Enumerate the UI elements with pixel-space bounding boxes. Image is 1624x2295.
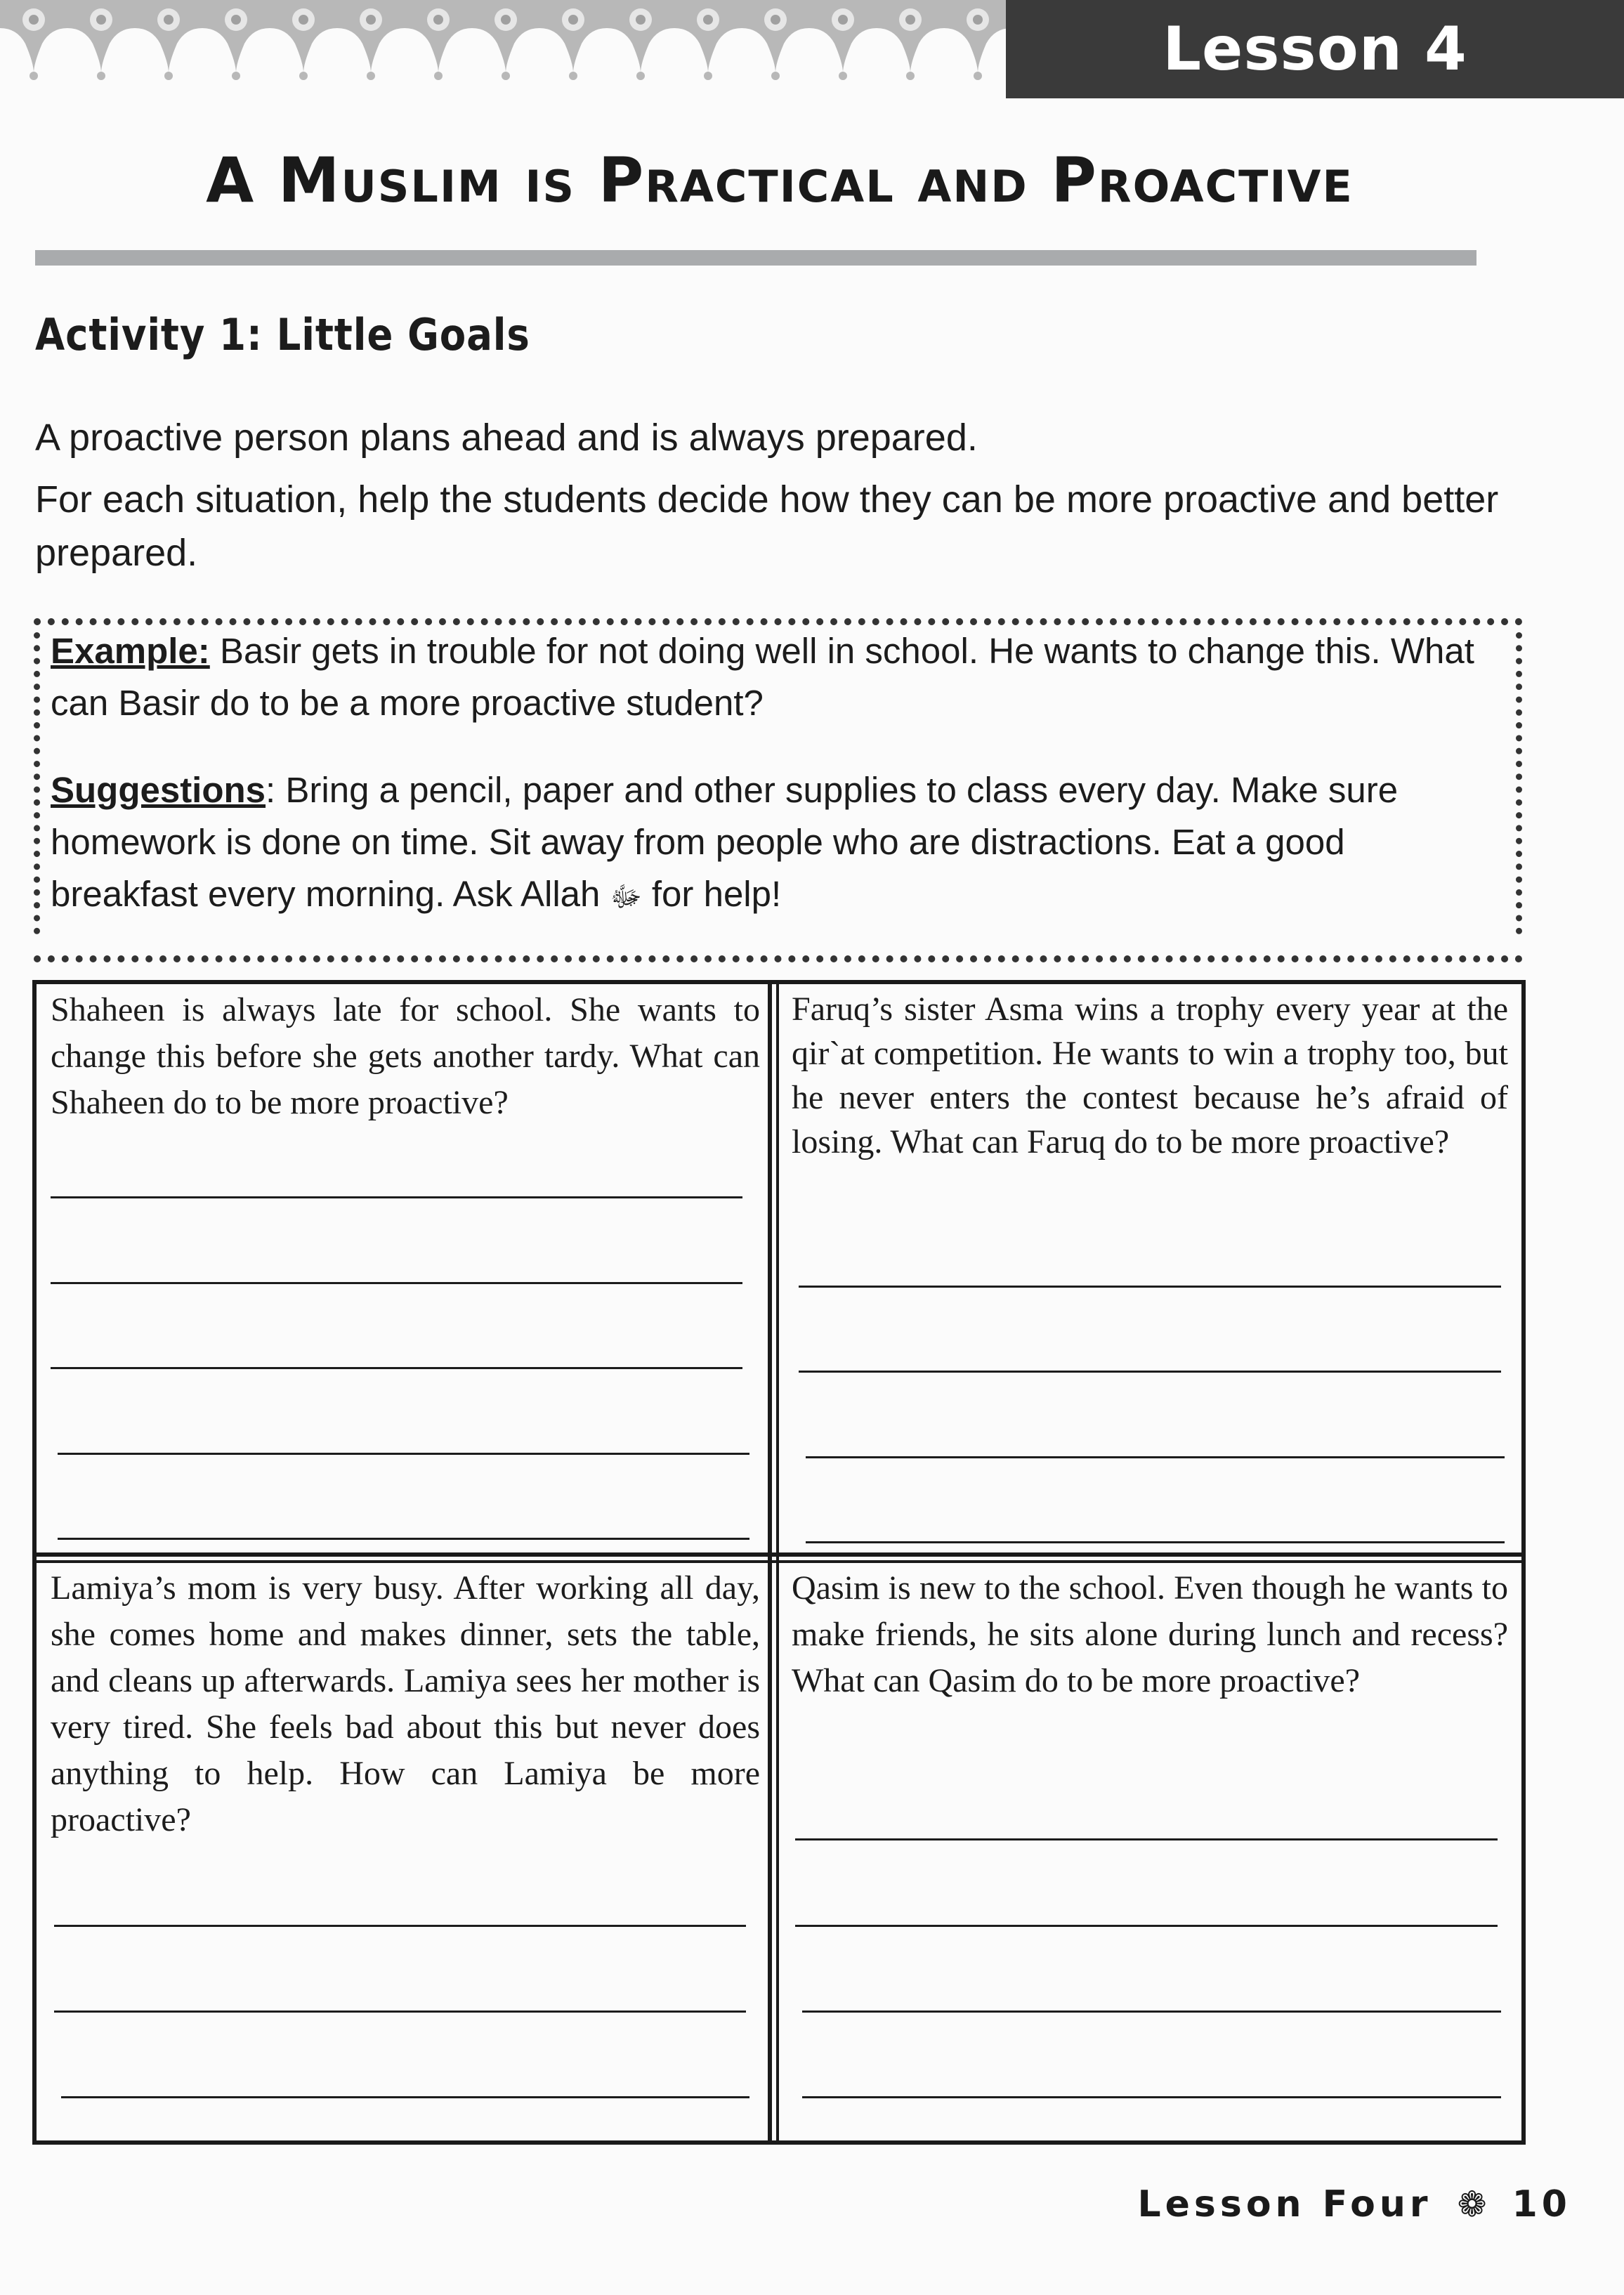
answer-line[interactable]: [795, 1838, 1498, 1840]
page-title: A Muslim is Practical and Proactive: [206, 144, 1354, 216]
page-number: 10: [1512, 2183, 1571, 2225]
decorative-border-ornament: [0, 0, 1008, 84]
footer-lesson-label: Lesson Four: [1137, 2183, 1432, 2225]
example-box-left-border: [34, 632, 40, 934]
answer-line[interactable]: [51, 1282, 742, 1284]
answer-line[interactable]: [799, 1286, 1501, 1288]
answer-line[interactable]: [806, 1541, 1505, 1543]
example-box-right-border: [1516, 632, 1522, 934]
answer-line[interactable]: [799, 1371, 1501, 1373]
answer-line[interactable]: [806, 1456, 1505, 1458]
activity-heading: Activity 1: Little Goals: [35, 309, 530, 360]
activity-instructions: [35, 411, 1538, 580]
scenario-shaheen: Shaheen is always late for school. She wants to change this before she gets another tardy. What can Shaheen do to be more proactive?: [51, 991, 760, 1121]
lesson-number-tab: Lesson 4: [1006, 0, 1624, 98]
flower-icon: ❁: [1457, 2184, 1487, 2225]
example-label: Example:: [51, 631, 210, 671]
answer-line[interactable]: [795, 1925, 1498, 1927]
grid-divider-horizontal: [32, 1552, 1526, 1557]
grid-divider-horizontal-inner: [32, 1560, 1526, 1563]
suggestions-label: Suggestions: [51, 770, 266, 810]
scenario-lamiya: Lamiya’s mom is very busy. After working all day, she comes home and makes dinner, sets the table, and cleans up afterwards. Lamiya sees her mother is very tired. She feels bad about this but never does anything to help. How can Lamiya be more proactive?: [51, 1569, 760, 1838]
scenario-faruq: Faruq’s sister Asma wins a trophy every year at the qir`at competition. He wants to win a trophy too, but he never enters the contest because he’s afraid of losing. What can Faruq do to be more proactive?: [792, 990, 1508, 1160]
example-text: Basir gets in trouble for not doing well in school. He wants to change this. What can Basir do to be a more proactive student?: [51, 631, 1474, 723]
answer-line[interactable]: [58, 1453, 749, 1455]
instruction-line-2: For each situation, help the students decide how they can be more proactive and better prepared.: [35, 478, 1499, 574]
answer-line[interactable]: [51, 1196, 742, 1198]
answer-line[interactable]: [51, 1367, 742, 1369]
page-footer: [1138, 2183, 1571, 2225]
answer-line[interactable]: [802, 2010, 1501, 2013]
title-divider: [35, 250, 1476, 266]
honorific-glyph: ﷻ: [610, 882, 642, 913]
example-content: [51, 625, 1491, 923]
answer-line[interactable]: [54, 2010, 746, 2013]
answer-line[interactable]: [58, 1538, 749, 1540]
suggestions-text-end: for help!: [651, 874, 782, 914]
scenario-qasim: Qasim is new to the school. Even though he wants to make friends, he sits alone during lunch and recess? What can Qasim do to be more proactive?: [792, 1569, 1508, 1699]
answer-line[interactable]: [802, 2096, 1501, 2098]
answer-line[interactable]: [61, 2096, 749, 2098]
suggestions-text: : Bring a pencil, paper and other supplies to class every day. Make sure homework is done on time. Sit away from people who are distractions. Eat a good breakfast every morning. Ask Allah: [51, 770, 1399, 914]
suggestions-paragraph: [51, 764, 1491, 923]
instruction-line-1: A proactive person plans ahead and is always prepared.: [35, 417, 978, 459]
answer-line[interactable]: [54, 1925, 746, 1927]
example-paragraph: [51, 625, 1491, 729]
